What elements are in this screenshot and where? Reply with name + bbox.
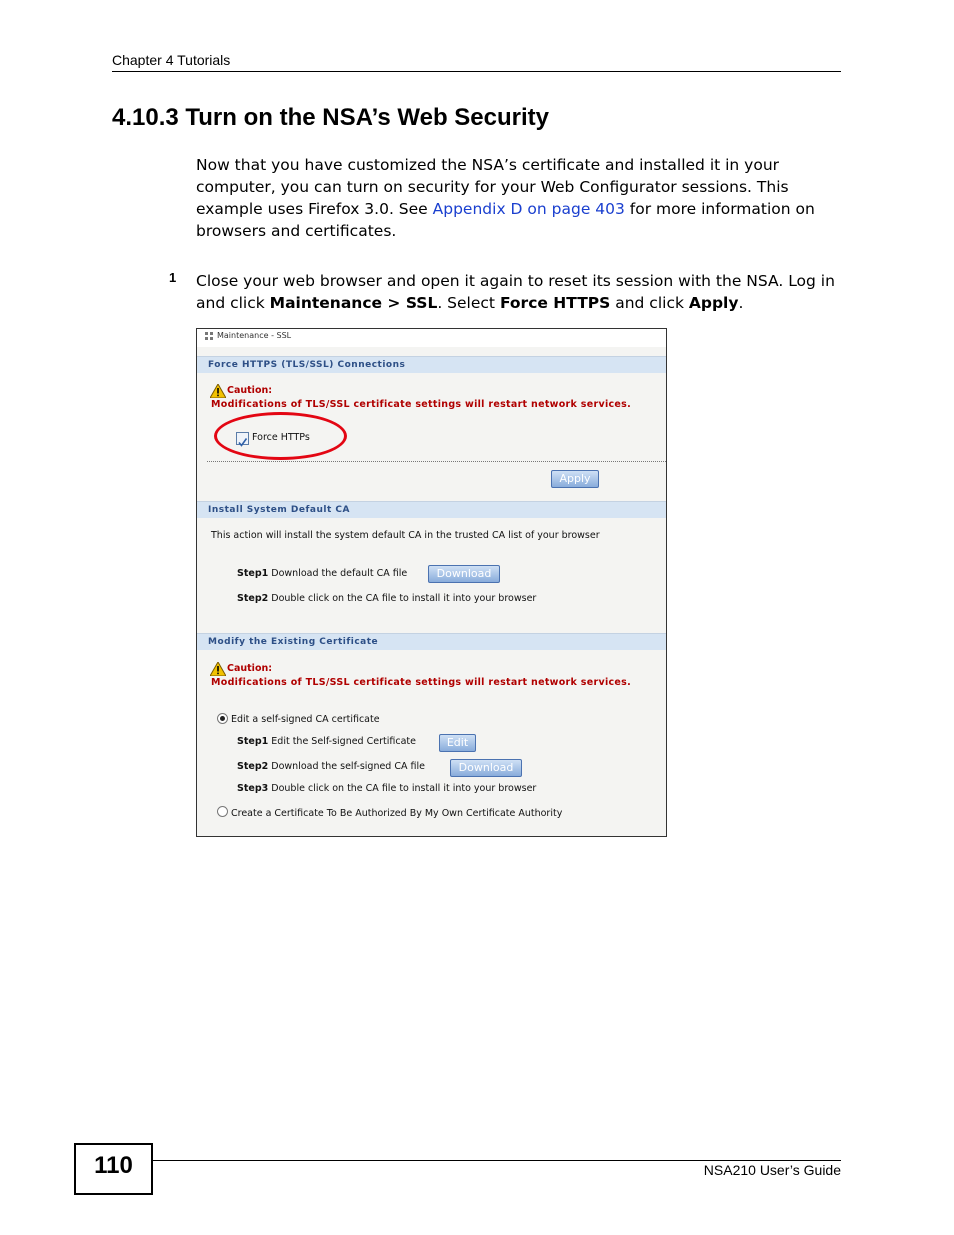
edit-self-signed-label: Edit a self-signed CA certificate (231, 714, 380, 725)
grid-icon (205, 332, 213, 340)
install-step2 (237, 593, 536, 604)
modify-step2-label: Step2 (237, 761, 269, 772)
install-ca-header (197, 501, 666, 518)
modify-step3-text: Double click on the CA file to install it into your browser (271, 783, 537, 794)
modify-step2-text: Download the self-signed CA file (271, 761, 425, 772)
warning-icon (210, 662, 226, 676)
appendix-link[interactable]: Appendix D on page 403 (432, 200, 625, 218)
download-self-signed-button[interactable]: Download (450, 759, 522, 777)
step-text-d: . (738, 294, 744, 312)
step-number: 1 (169, 270, 177, 285)
step-text-c: and click (610, 294, 689, 312)
install-step2-label: Step2 (237, 593, 269, 604)
step-bold-apply: Apply (688, 294, 739, 312)
step-paragraph (196, 270, 841, 314)
caution-title: Caution: (227, 663, 273, 674)
caution-message: Modifications of TLS/SSL certificate settings will restart network services. (211, 677, 632, 688)
modify-step1 (237, 736, 416, 747)
modify-step1-text: Edit the Self-signed Certificate (271, 736, 416, 747)
edit-button[interactable]: Edit (439, 734, 476, 752)
section-title: 4.10.3 Turn on the NSA’s Web Security (112, 104, 550, 131)
install-ca-description: This action will install the system default CA in the trusted CA list of your browser (211, 530, 600, 541)
ssl-screenshot (196, 328, 667, 837)
force-https-label: Force HTTPs (252, 432, 310, 443)
intro-text-2: for more information on browsers and certificates. (196, 200, 815, 240)
caution-title: Caution: (227, 385, 273, 396)
create-authorized-cert-radio[interactable] (217, 806, 228, 817)
step-bold-force-https: Force HTTPS (499, 294, 611, 312)
apply-button[interactable]: Apply (551, 470, 599, 488)
header-rule (112, 71, 841, 72)
footer-rule (151, 1160, 841, 1161)
install-step2-text: Double click on the CA file to install it into your browser (271, 593, 537, 604)
warning-icon (210, 384, 226, 398)
footer-guide-title: NSA210 User’s Guide (703, 1162, 841, 1178)
force-https-header (197, 356, 666, 373)
running-header: Chapter 4 Tutorials (112, 52, 231, 68)
modify-step3-label: Step3 (237, 783, 269, 794)
install-step1-text: Download the default CA file (271, 568, 408, 579)
install-ca-title: Install System Default CA (208, 505, 350, 515)
divider (207, 461, 666, 462)
create-authorized-cert-label: Create a Certificate To Be Authorized By My Own Certificate Authority (231, 808, 563, 819)
install-step1-label: Step1 (237, 568, 269, 579)
breadcrumb-text: Maintenance - SSL (217, 331, 292, 340)
modify-step2 (237, 761, 425, 772)
modify-step3 (237, 783, 536, 794)
intro-text-1: Now that you have customized the NSA’s certificate and installed it in your computer, you can turn on security for your Web Configurator sessions. This example uses Firefox 3.0. See (196, 156, 789, 218)
download-default-ca-button[interactable]: Download (428, 565, 500, 583)
caution-message: Modifications of TLS/SSL certificate settings will restart network services. (211, 399, 632, 410)
modify-cert-header (197, 633, 666, 650)
modify-step1-label: Step1 (237, 736, 269, 747)
intro-paragraph (196, 154, 841, 242)
edit-self-signed-radio[interactable] (217, 713, 228, 724)
modify-cert-title: Modify the Existing Certificate (208, 637, 379, 647)
checkmark-icon (237, 437, 248, 448)
page-number: 110 (94, 1152, 133, 1179)
install-step1 (237, 568, 407, 579)
step-text-a: Close your web browser and open it again to reset its session with the NSA. Log in and click (196, 272, 835, 312)
step-text-b: . Select (437, 294, 500, 312)
force-https-checkbox[interactable] (236, 432, 249, 445)
force-https-title: Force HTTPS (TLS/SSL) Connections (208, 360, 406, 370)
breadcrumb (205, 331, 291, 340)
step-bold-maintenance-ssl: Maintenance > SSL (269, 294, 438, 312)
